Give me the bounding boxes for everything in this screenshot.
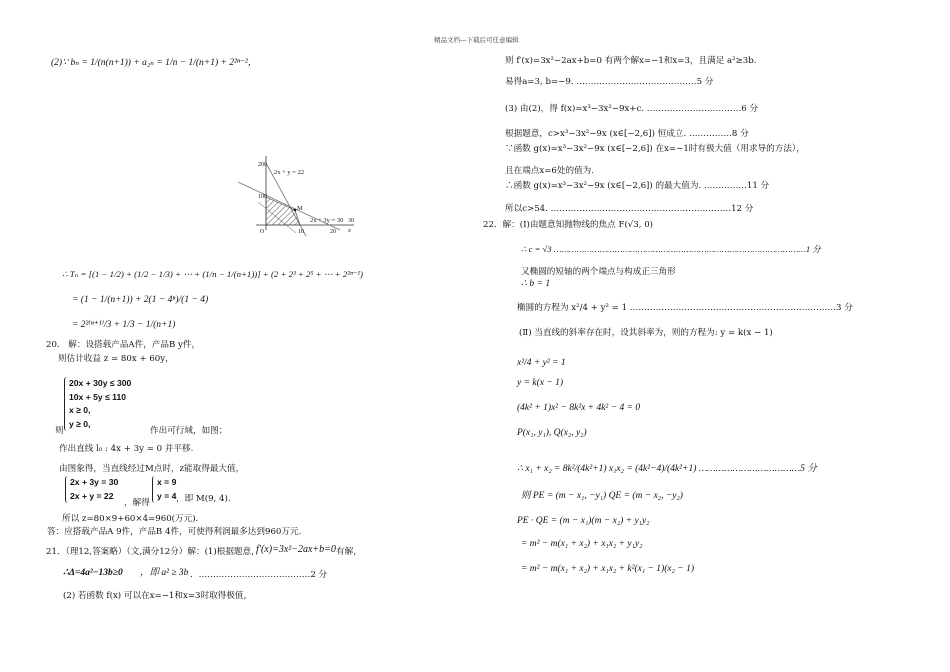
tn-step3: = 2²⁽ⁿ⁺¹⁾/3 + 1/3 − 1/(n+1) [72,320,176,330]
constraint-3: x ≥ 0, [69,405,91,415]
sol-x: x = 9 [157,477,177,487]
label-line2: 2x + 3y = 30 [310,217,344,224]
label-line1: 2x + y = 22 [274,169,305,176]
q22-sys-1: x²/4 + y² = 1 [517,358,566,368]
q20-line: 作出直线 l₀ : 4x + 3y = 0 并平移. [59,444,194,454]
q22-dot: PE · QE = (m − x₁)(m − x₂) + y₁y₂ [517,516,650,526]
q20-intro: 20． 解：设搭载产品A件，产品B y件， [46,340,201,350]
q20-region: 作出可行域，如图； [150,426,228,436]
constraint-2: 10x + 5y ≤ 110 [69,391,127,402]
jiede-label: ，解得 [124,498,150,508]
feasible-region-graph [228,150,368,240]
q22-b: ∴ b = 1 [521,279,551,289]
q20-answer: 答：应搭载产品A 9件，产品B 4件，可使得利润最多达到960万元. [47,527,302,537]
label-y100: 100 [258,194,267,200]
q21-delta: ∴Δ=4a²−13b≥0 [63,568,123,578]
q21-score: ．…………………………………2 分 [190,570,328,580]
bn-formula: (2)∵ bₙ = 1/(n(n+1)) + a₂ₙ = 1/n − 1/(n+1) + 2²ⁿ⁻²， [51,58,258,68]
q22-part2: (Ⅱ) 当直线的斜率存在时，设其斜率为，则的方程为: y = k(x − 1) [519,328,773,338]
q21-r6: 且在端点x=6处的值为. [505,166,594,176]
q21-r2: 易得a=3, b=−9. ……………………………………5 分 [505,77,714,87]
q20-max: 由图象得，当直线经过M点时，z能取得最大值， [59,464,245,474]
q22-expand2: = m² − m(x₁ + x₂) + x₁x₂ + k²(x₁ − 1)(x₂ − 1) [521,564,694,574]
eq-2: 2x + y = 22 [70,490,114,501]
constraint-system [64,377,131,431]
solution-system [152,476,176,503]
q21-part2: (2) 若函数 f(x) 可以在x=−1和x=3时取得极值， [63,591,253,601]
q21-r4: 根据题意，c>x³−3x²−9x (x∈[−2,6]) 恒成立. ……………8 分 [505,129,749,139]
label-x30: 30 [348,218,354,224]
q22-intro: 22．解：(Ⅰ)由题意知抛物线的焦点 F(√3, 0) [483,220,654,230]
q22-quadratic: (4k² + 1)x² − 8k²x + 4k² − 4 = 0 [517,403,641,413]
label-x10: 10 [298,229,304,235]
q21-r1: 则 f′(x)=3x²−2ax+b=0 有两个解x=−1和x=3，且满足 a²≥3b. [505,56,757,66]
label-x20: 20 [330,229,336,235]
q22-vectors: 则 PE = (m − x₁, −y₁) QE = (m − x₂, −y₂) [521,491,683,501]
q21-fprime: f′(x)=3x²−2ax+b=0 [256,544,336,555]
header-watermark: 精品文档---下载后可任意编辑 [434,36,519,44]
q21-hasroot: 有解， [336,547,362,557]
q22-triangle: 又椭圆的短轴的两个端点与构成正三角形 [521,267,676,277]
point-m [294,209,297,212]
q22-c: ∴ c = √3 ………………………………………………………………………………………1 分 [521,244,821,254]
label-axis-x: x [348,227,351,234]
q21-intro: 21．（理12,答案略）（文,满分12分）解：(1)根据题意， [46,547,260,557]
constraint-4: y ≥ 0, [69,418,91,429]
q22-points: P(x₁, y₁), Q(x₂, y₂) [517,428,587,438]
q20-revenue: 则估计收益 z = 80x + 60y， [58,354,174,364]
point-m-label: ，即 M(9, 4). [176,494,231,504]
q21-r7: ∴函数 g(x)=x³−3x²−9x (x∈[−2,6]) 的最大值为. ……………11 分 [505,181,770,191]
q22-sys-2: y = k(x − 1) [517,378,564,388]
q21-r5: ∵函数 g(x)=x³−3x²−9x (x∈[−2,6]) 在x=−1时有极大值（用求导的方法）， [505,144,805,154]
q21-cond: ，即 a² ≥ 3b [140,568,189,578]
eq-1: 2x + 3y = 30 [70,477,119,487]
sol-y: y = 4 [157,490,177,501]
tn-step2: = (1 − 1/(n+1)) + 2(1 − 4ⁿ)/(1 − 4) [72,295,209,305]
label-y200: 200 [258,162,267,168]
label-origin: O [260,229,265,235]
tn-formula: ∴ Tₙ = [(1 − 1/2) + (1/2 − 1/3) + ⋯ + (1/n − 1/(n+1))] + (2 + 2³ + 2⁵ + ⋯ + 2²ⁿ⁻¹) [62,269,363,279]
label-point-m: M [297,205,303,212]
q20-result: 所以 z=80×9+60×4=960(万元). [62,514,199,524]
ze-label: 则 [55,426,64,436]
q21-r8: 所以c>54. ………………………………………………………12 分 [505,204,754,214]
intersection-system [65,476,118,503]
q22-ellipse: 椭圆的方程为 x²/4 + y² = 1 ………………………………………………………………3 分 [517,303,853,313]
constraint-1: 20x + 30y ≤ 300 [69,378,132,388]
q21-r3: (3) 由(2)，得 f(x)=x³−3x²−9x+c. ……………………………6 分 [505,104,759,114]
q22-expand1: = m² − m(x₁ + x₂) + x₁x₂ + y₁y₂ [521,539,643,549]
q22-vieta: ∴ x₁ + x₂ = 8k²/(4k²+1) x₁x₂ = (4k²−4)/(4k²+1) ………………………………5 分 [517,464,817,474]
